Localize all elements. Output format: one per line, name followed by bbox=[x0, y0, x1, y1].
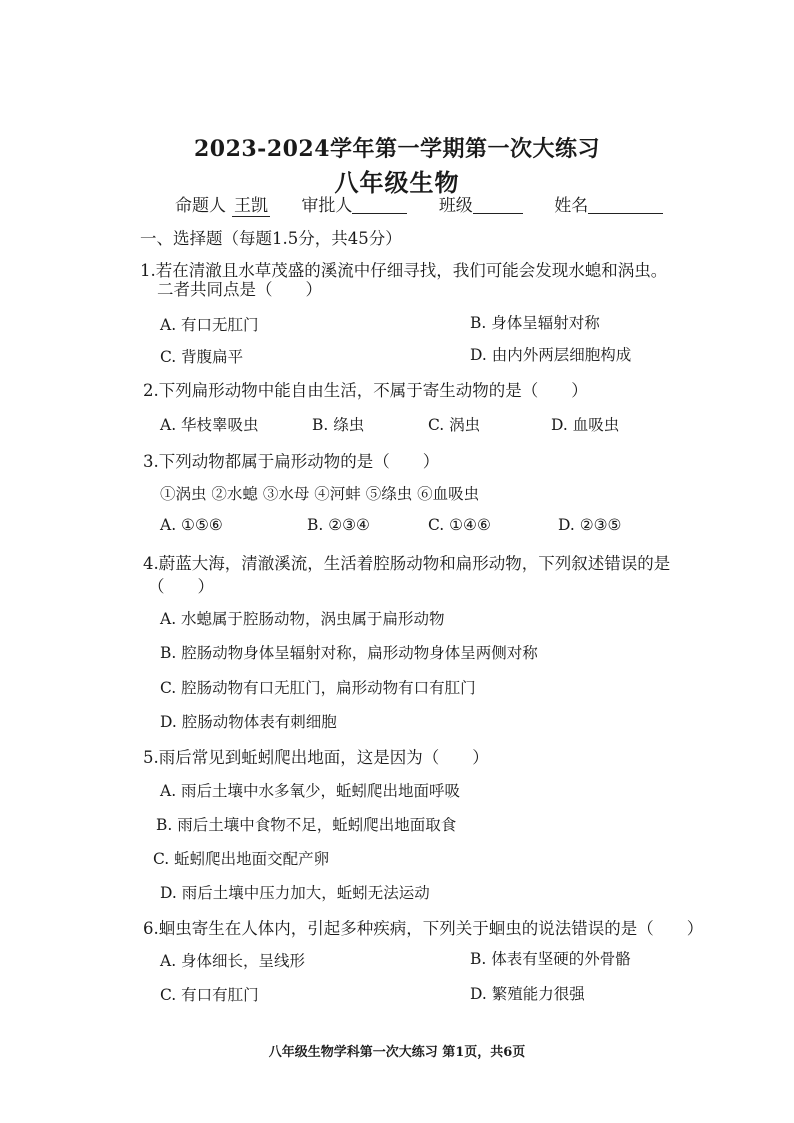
question-6-stem: 6.蛔虫寄生在人体内，引起多种疾病，下列关于蛔虫的说法错误的是（ ） bbox=[143, 919, 704, 938]
question-1-option-a: A. 有口无肛门 bbox=[160, 316, 259, 334]
reviewer-blank bbox=[352, 195, 407, 214]
reviewer-label: 审批人 bbox=[301, 196, 353, 216]
question-3-items: ①涡虫 ②水螅 ③水母 ④河蚌 ⑤绦虫 ⑥血吸虫 bbox=[160, 485, 480, 503]
question-3-option-c: C. ①④⑥ bbox=[428, 516, 491, 534]
question-6-option-d: D. 繁殖能力很强 bbox=[470, 985, 585, 1003]
question-1-stem: 1.若在清澈且水草茂盛的溪流中仔细寻找，我们可能会发现水螅和涡虫。 bbox=[140, 261, 668, 280]
question-5-option-b: B. 雨后土壤中食物不足，蚯蚓爬出地面取食 bbox=[156, 816, 457, 834]
question-6-option-b: B. 体表有坚硬的外骨骼 bbox=[470, 950, 631, 968]
exam-meta-row bbox=[175, 191, 663, 217]
section-heading: 一、选择题（每题1.5分，共45分） bbox=[140, 229, 402, 248]
question-1-option-b: B. 身体呈辐射对称 bbox=[470, 314, 600, 332]
question-3-stem: 3.下列动物都属于扁形动物的是（ ） bbox=[143, 452, 440, 471]
question-2-stem: 2.下列扁形动物中能自由生活，不属于寄生动物的是（ ） bbox=[143, 381, 588, 400]
question-4-stem: 4.蔚蓝大海，清澈溪流，生活着腔肠动物和扁形动物，下列叙述错误的是 bbox=[143, 554, 671, 573]
question-6-option-a: A. 身体细长，呈线形 bbox=[160, 952, 306, 970]
exam-subtitle: 八年级生物 bbox=[334, 168, 460, 197]
question-2-option-b: B. 绦虫 bbox=[312, 416, 365, 434]
page-footer: 八年级生物学科第一次大练习 第1页，共6页 bbox=[268, 1045, 526, 1060]
question-3-option-a: A. ①⑤⑥ bbox=[160, 516, 223, 534]
name-label: 姓名 bbox=[554, 196, 589, 216]
question-5-option-a: A. 雨后土壤中水多氧少，蚯蚓爬出地面呼吸 bbox=[160, 782, 461, 800]
name-blank bbox=[588, 195, 663, 214]
question-5-option-d: D. 雨后土壤中压力加大，蚯蚓无法运动 bbox=[160, 884, 430, 902]
exam-title: 2023-2024学年第一学期第一次大练习 bbox=[193, 136, 601, 162]
question-5-option-c: C. 蚯蚓爬出地面交配产卵 bbox=[153, 850, 330, 868]
question-6-option-c: C. 有口有肛门 bbox=[160, 986, 259, 1004]
question-1-option-c: C. 背腹扁平 bbox=[160, 348, 244, 366]
class-label: 班级 bbox=[438, 196, 473, 216]
question-1-option-d: D. 由内外两层细胞构成 bbox=[470, 346, 632, 364]
setter-name: 王凯 bbox=[232, 191, 270, 217]
question-4-option-c: C. 腔肠动物有口无肛门，扁形动物有口有肛门 bbox=[160, 679, 476, 697]
question-4-option-d: D. 腔肠动物体表有刺细胞 bbox=[160, 713, 337, 731]
question-4-stem-cont: （ ） bbox=[148, 577, 214, 596]
question-2-option-a: A. 华枝睾吸虫 bbox=[160, 416, 259, 434]
question-4-option-a: A. 水螅属于腔肠动物，涡虫属于扁形动物 bbox=[160, 610, 445, 628]
setter-label: 命题人 bbox=[175, 196, 226, 216]
question-1-stem-cont: 二者共同点是（ ） bbox=[157, 280, 322, 299]
question-2-option-d: D. 血吸虫 bbox=[551, 416, 620, 434]
question-2-option-c: C. 涡虫 bbox=[428, 416, 481, 434]
question-3-option-b: B. ②③④ bbox=[307, 516, 370, 534]
question-3-option-d: D. ②③⑤ bbox=[558, 516, 622, 534]
question-5-stem: 5.雨后常见到蚯蚓爬出地面，这是因为（ ） bbox=[143, 748, 489, 767]
question-4-option-b: B. 腔肠动物身体呈辐射对称，扁形动物身体呈两侧对称 bbox=[160, 644, 538, 662]
class-blank bbox=[473, 195, 523, 214]
